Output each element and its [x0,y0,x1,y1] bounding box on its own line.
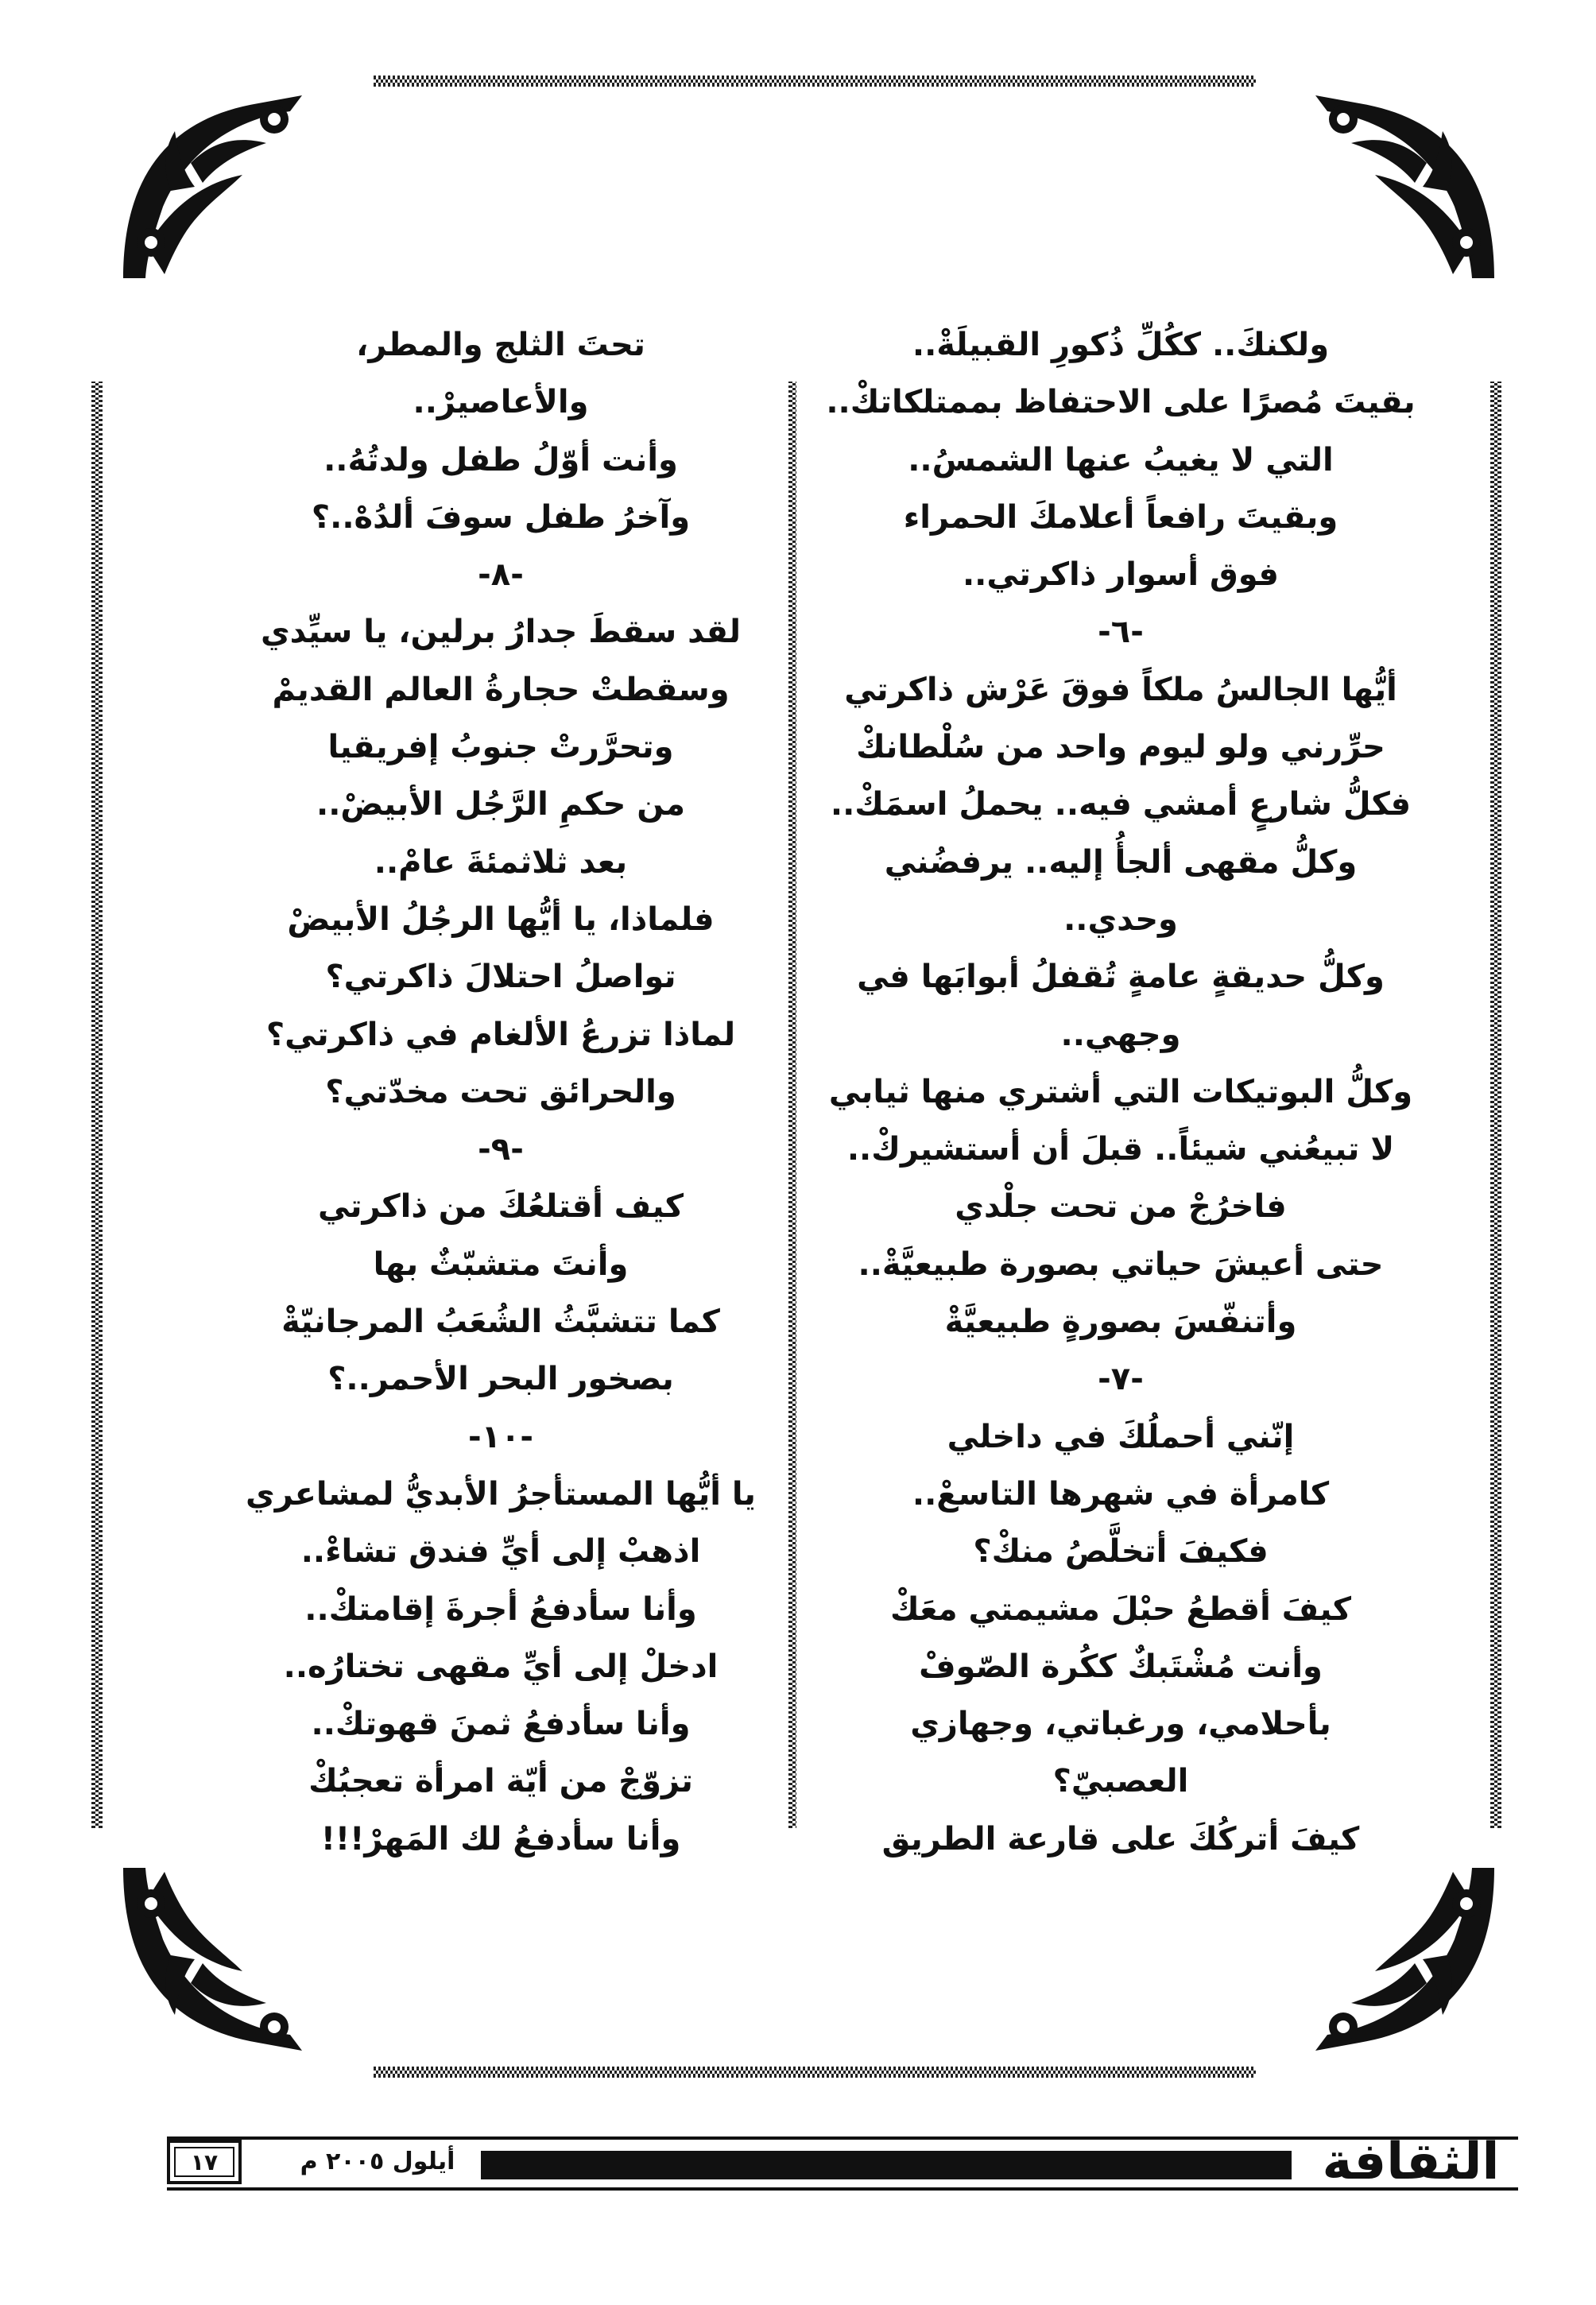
poem-column-right [811,316,1431,1868]
left-dotted-border [91,382,103,1828]
poem-line: تزوّجْ من أيّة امرأة تعجبُكْ [308,1763,693,1800]
poem-line: تحتَ الثلج والمطر، [356,327,645,363]
poem-line: وأتنفّسَ بصورةٍ طبيعيَّةْ [944,1304,1297,1341]
poem-line: فكلُّ شارعٍ أمشي فيه.. يحملُ اسمَكْ.. [830,786,1412,823]
poem-line: كيف أقتلعُكَ من ذاكرتي [317,1188,684,1226]
poem-line: -٩- [478,1131,524,1168]
poem-line: أيُّها الجالسُ ملكاً فوقَ عَرْش ذاكرتي [844,671,1397,708]
poem-line: ولكنكَ.. ككُلِّ ذُكورِ القبيلَةْ.. [912,327,1330,363]
poem-line: وجهي.. [1060,1016,1181,1053]
poem-line: بصخور البحر الأحمر..؟ [327,1361,674,1398]
poem-line: وأنا سأدفعُ لك المَهرْ!!! [320,1820,681,1858]
ornament-bottom-right-icon [1304,1860,1502,2059]
ornament-top-right-icon [1304,87,1502,286]
poem-line: والأعاصيرْ.. [413,384,589,421]
poem-line: -٧- [1098,1361,1144,1398]
page-number-box [167,2140,242,2184]
poem-line: وحدي.. [1063,901,1178,938]
page-footer [167,2133,1518,2192]
poem-line: وآخرُ طفل سوفَ ألدُهْ..؟ [311,498,691,536]
ornament-top-left-icon [115,87,314,286]
poem-line: وأنا سأدفعُ أجرةَ إقامتكْ.. [304,1590,697,1628]
magazine-logo: الثقافة [1322,2133,1500,2191]
poem-line: كيفَ أقطعُ حبْلَ مشيمتي معَكْ [890,1590,1351,1628]
ornament-bottom-left-icon [115,1860,314,2059]
poem-line: فاخرُجْ من تحت جلْدي [955,1188,1287,1226]
poem-line: -٦- [1098,614,1144,651]
poem-line: والحرائق تحت مخدّتي؟ [325,1073,676,1110]
footer-bar [481,2151,1292,2179]
poem-line: حتى أعيشَ حياتي بصورة طبيعيَّةْ.. [858,1245,1384,1283]
poem-line: تواصلُ احتلالَ ذاكرتي؟ [325,959,676,996]
poem-line: اذهبْ إلى أيِّ فندق تشاءْ.. [300,1533,701,1571]
poem-line: فكيفَ أتخلَّصُ منكْ؟ [973,1533,1269,1571]
poem-line: بعد ثلاثمئةَ عامْ.. [374,843,628,881]
poem-line: بأحلامي، ورغباتي، وجهازي [910,1706,1331,1743]
poem-line: وكلُّ البوتيكات التي أشتري منها ثيابي [828,1073,1413,1110]
bottom-dotted-border [374,2067,1256,2078]
poem-line: كيفَ أتركُكَ على قارعة الطريق [881,1820,1360,1858]
poem-line: كامرأة في شهرها التاسعْ.. [912,1475,1330,1513]
poem-line: وأنا سأدفعُ ثمنَ قهوتكْ.. [311,1706,691,1743]
poem-column-left [191,316,811,1868]
poem-line: ادخلْ إلى أيِّ مقهى تختارُه.. [283,1648,719,1685]
poem-line: فلماذا، يا أيُّها الرجُلُ الأبيضْ [287,901,715,938]
poem-line: لا تبيعُني شيئاً.. قبلَ أن أستشيركْ.. [846,1131,1395,1168]
issue-date: أيلول ٢٠٠٥ م [300,2148,455,2175]
poem-line: وبقيتَ رافعاً أعلامكَ الحمراء [903,498,1338,536]
poem-line: وتحرَّرتْ جنوبُ إفريقيا [327,729,674,766]
right-dotted-border [1490,382,1501,1828]
poem-line: يا أيُّها المستأجرُ الأبديُّ لمشاعري [246,1475,756,1513]
poem-line: العصبيّ؟ [1052,1763,1189,1800]
poem-line: -١٠- [467,1418,534,1455]
poem-line: بقيتَ مُصرًا على الاحتفاظ بممتلكاتكْ.. [826,384,1416,421]
top-dotted-border [374,76,1256,87]
poem-line: وكلُّ مقهى ألجأُ إليه.. يرفضُني [884,843,1358,881]
poem-line: حرِّرني ولو ليوم واحد من سُلْطانكْ [856,729,1385,766]
poem-line: التي لا يغيبُ عنها الشمسُ.. [908,441,1334,478]
poem-line: -٨- [478,556,524,594]
page-number: ١٧ [190,2148,219,2175]
poem-line: لقد سقطَ جدارُ برلين، يا سيِّدي [260,614,742,651]
poem-line: لماذا تزرعُ الألغام في ذاكرتي؟ [265,1016,736,1053]
poem-line: وكلُّ حديقةٍ عامةٍ تُقفلُ أبوابَها في [857,959,1385,996]
poem-line: وأنتَ متشبّثٌ بها [373,1245,629,1283]
poem-line: فوق أسوار ذاكرتي.. [962,556,1279,594]
poem-line: وأنت أوّلُ طفل ولدتُهُ.. [323,441,678,478]
poem-line: وسقطتْ حجارةُ العالم القديمْ [272,671,730,708]
poem-line: من حكمِ الرَّجُل الأبيضْ.. [316,786,685,823]
poem-line: وأنت مُشْتَبكٌ ككُرة الصّوفْ [919,1648,1323,1685]
poem-line: كما تتشبَّثُ الشُعَبُ المرجانيّةْ [281,1304,720,1341]
poem-line: إنّني أحملُكَ في داخلي [947,1418,1295,1455]
